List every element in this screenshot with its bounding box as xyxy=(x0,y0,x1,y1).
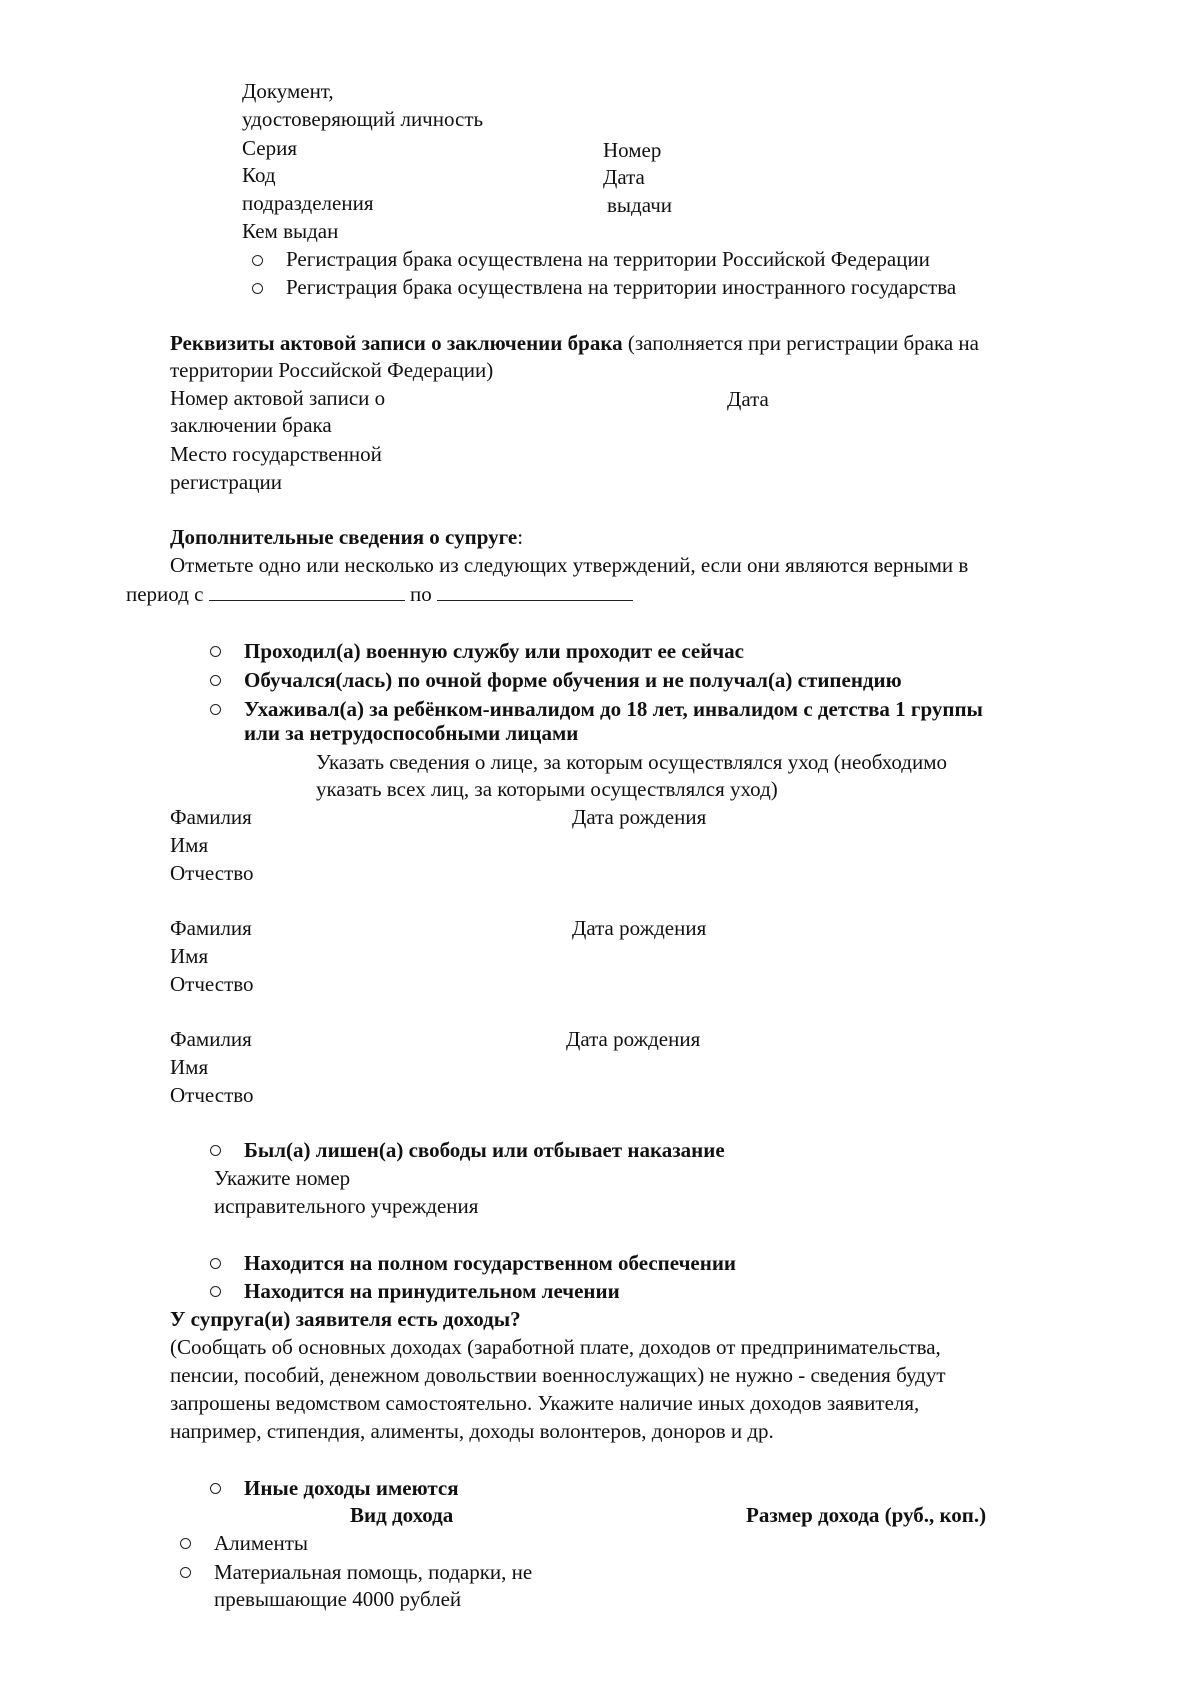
marriage-record-title-note: (заполняется при регистрации брака на xyxy=(622,331,979,355)
care-note-line2: указать всех лиц, за которыми осуществлялся уход) xyxy=(316,777,778,801)
marriage-record-title-bold: Реквизиты актовой записи о заключении брака xyxy=(170,331,623,355)
person-2-patronymic-label: Отчество xyxy=(170,972,254,996)
income-note-line2: пенсии, пособий, денежном довольствии военнослужащих) не нужно - сведения будут xyxy=(170,1363,946,1387)
person-3-surname-label: Фамилия xyxy=(170,1027,252,1051)
marriage-record-number-label-line1: Номер актовой записи о xyxy=(170,386,386,410)
marriage-record-title xyxy=(170,330,979,357)
spouse-info-title xyxy=(170,524,523,551)
id-doc-date-label-line2: выдачи xyxy=(607,193,672,217)
income-note-line1: (Сообщать об основных доходах (заработной плате, доходов от предпринимательства, xyxy=(170,1335,941,1359)
id-doc-number-label: Номер xyxy=(603,138,662,162)
radio-alimony[interactable] xyxy=(180,1538,191,1549)
statement-forced-treatment: Находится на принудительном лечении xyxy=(244,1279,620,1303)
spouse-info-intro: Отметьте одно или несколько из следующих утверждений, если они являются верными в xyxy=(170,553,969,577)
radio-military-service[interactable] xyxy=(210,646,221,657)
marriage-record-place-label-line1: Место государственной xyxy=(170,442,382,466)
person-2-surname-label: Фамилия xyxy=(170,916,252,940)
prison-note-line1: Укажите номер xyxy=(214,1166,351,1190)
statement-military-service: Проходил(а) военную службу или проходит ее сейчас xyxy=(244,639,744,663)
income-question: У супруга(и) заявителя есть доходы? xyxy=(170,1307,521,1331)
person-1-patronymic-label: Отчество xyxy=(170,861,254,885)
person-1-name-label: Имя xyxy=(170,833,209,857)
statement-disabled-care-line1: Ухаживал(а) за ребёнком-инвалидом до 18 лет, инвалидом с детства 1 группы xyxy=(244,697,983,721)
person-1-birth-date-label: Дата рождения xyxy=(572,805,707,829)
person-2-birth-date-label: Дата рождения xyxy=(572,916,707,940)
person-2-name-label: Имя xyxy=(170,944,209,968)
period-from-field[interactable] xyxy=(209,580,405,601)
statement-full-time-study: Обучался(лась) по очной форме обучения и не получал(а) стипендию xyxy=(244,668,902,692)
person-3-birth-date-label: Дата рождения xyxy=(566,1027,701,1051)
spouse-info-title-colon: : xyxy=(517,525,524,549)
statement-imprisonment: Был(а) лишен(а) свободы или отбывает наказание xyxy=(244,1138,725,1162)
id-doc-title-line1: Документ, xyxy=(242,79,334,103)
income-note-line3: запрошены ведомством самостоятельно. Укажите наличие иных доходов заявителя, xyxy=(170,1391,920,1415)
income-column-type: Вид дохода xyxy=(350,1503,454,1527)
period-row xyxy=(126,580,633,608)
radio-disabled-care[interactable] xyxy=(210,704,221,715)
option-marriage-rf: Регистрация брака осуществлена на территории Российской Федерации xyxy=(286,247,930,271)
marriage-record-number-label-line2: заключении брака xyxy=(170,413,332,437)
income-type-material-aid-line2: превышающие 4000 рублей xyxy=(214,1587,462,1611)
marriage-record-place-label-line2: регистрации xyxy=(170,470,282,494)
radio-other-income[interactable] xyxy=(210,1483,221,1494)
period-to-field[interactable] xyxy=(437,580,633,601)
person-3-patronymic-label: Отчество xyxy=(170,1083,254,1107)
income-type-material-aid-line1: Материальная помощь, подарки, не xyxy=(214,1560,533,1584)
period-from-label: период с xyxy=(126,582,204,606)
prison-note-line2: исправительного учреждения xyxy=(214,1194,479,1218)
radio-forced-treatment[interactable] xyxy=(210,1286,221,1297)
spouse-info-title-bold: Дополнительные сведения о супруге xyxy=(170,525,518,549)
id-doc-date-label-line1: Дата xyxy=(603,165,645,189)
radio-state-support[interactable] xyxy=(210,1258,221,1269)
radio-marriage-rf[interactable] xyxy=(252,255,263,266)
statement-state-support: Находится на полном государственном обеспечении xyxy=(244,1251,737,1275)
radio-imprisonment[interactable] xyxy=(210,1145,221,1156)
option-marriage-foreign: Регистрация брака осуществлена на территории иностранного государства xyxy=(286,275,957,299)
care-note-line1: Указать сведения о лице, за которым осуществлялся уход (необходимо xyxy=(316,750,947,774)
id-doc-code-label-line2: подразделения xyxy=(242,191,374,215)
person-1-surname-label: Фамилия xyxy=(170,805,252,829)
marriage-record-date-label: Дата xyxy=(727,387,769,411)
id-doc-title-line2: удостоверяющий личность xyxy=(242,107,484,131)
marriage-record-title-line2: территории Российской Федерации) xyxy=(170,358,494,382)
id-doc-code-label-line1: Код xyxy=(242,163,276,187)
statement-disabled-care-line2: или за нетрудоспособными лицами xyxy=(244,721,579,745)
radio-marriage-foreign[interactable] xyxy=(252,283,263,294)
income-note-line4: например, стипендия, алименты, доходы волонтеров, доноров и др. xyxy=(170,1419,774,1443)
statement-other-income: Иные доходы имеются xyxy=(244,1476,459,1500)
radio-material-aid[interactable] xyxy=(180,1567,191,1578)
person-3-name-label: Имя xyxy=(170,1055,209,1079)
period-to-label: по xyxy=(409,582,432,606)
income-type-alimony: Алименты xyxy=(214,1531,309,1555)
id-doc-issued-by-label: Кем выдан xyxy=(242,219,339,243)
income-column-amount: Размер дохода (руб., коп.) xyxy=(746,1503,987,1527)
id-doc-series-label: Серия xyxy=(242,136,297,160)
radio-full-time-study[interactable] xyxy=(210,675,221,686)
